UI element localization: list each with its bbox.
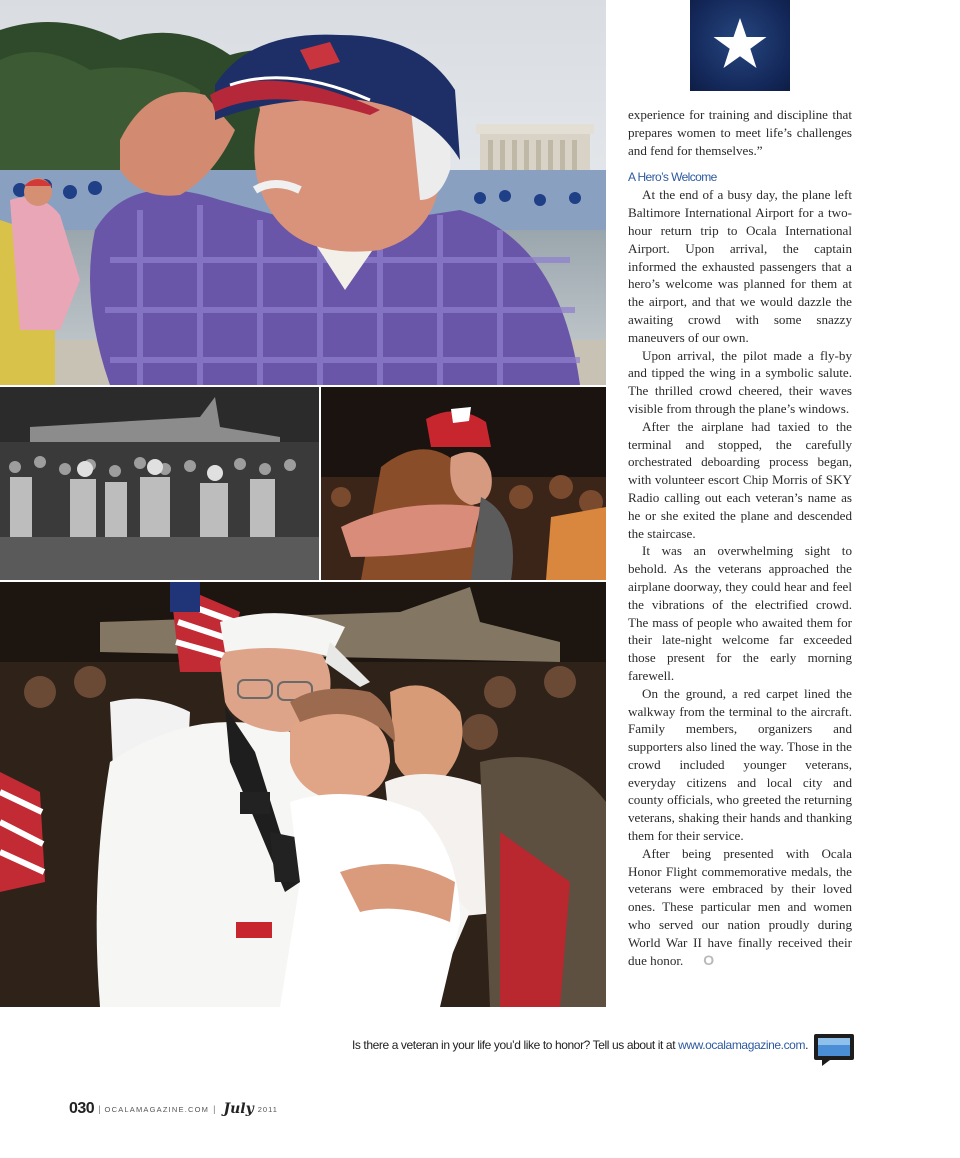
star-badge (690, 0, 790, 91)
folio-month: July (223, 1101, 254, 1117)
reader-prompt (320, 1038, 808, 1052)
article-paragraph: Upon arrival, the pilot made a fly-by and tipped the wing in a symbolic salute. The thrilled crowd cheered, their waves visible from through the plane’s windows. (628, 347, 852, 416)
folio-separator: | (98, 1104, 101, 1114)
article-paragraph: On the ground, a red carpet lined the walkway from the terminal to the aircraft. Family members, organizers and supporters also lined the way. Those in the crowd included younger veterans, everyday citizens and local city and county officials, who greeted the returning veterans, shaking their hands and thanking them for their service. (628, 685, 852, 844)
article-paragraph-final-text: After being presented with Ocala Honor Flight commemorative medals, the veterans were embraced by their loved ones. These particular men and women who served our nation proudly during World War II have finally received their due honor. (628, 845, 852, 968)
article-paragraph: It was an overwhelming sight to behold. As the veterans approached the airplane doorway, they could hear and feel the vibrations of the electrified crowd. The mass of people who awaited them for their late-night welcome far exceeded those present for the early morning farewell. (628, 543, 852, 683)
page-number: 030 (69, 1100, 95, 1117)
chat-bubble-icon[interactable] (813, 1033, 855, 1067)
folio-separator: | (213, 1104, 216, 1114)
end-mark: O (703, 951, 715, 968)
sailor-veteran-embrace-photo (0, 582, 606, 1007)
website-link[interactable]: www.ocalamagazine.com (678, 1038, 806, 1052)
page-folio (69, 1099, 278, 1119)
folio-site: OCALAMAGAZINE.COM (104, 1104, 210, 1114)
article-lead-paragraph: experience for training and discipline that prepares women to meet life’s challenges and fend for themselves.” (628, 107, 852, 158)
crowd-welcome-photo (0, 387, 319, 580)
article-paragraph: At the end of a busy day, the plane left Baltimore International Airport for a two-hour return trip to Ocala International Airport. Upon arrival, the captain informed the exhausted passengers that a hero’s welcome was planned for them at the airport, and that we would dazzle the awaiting crowd with some snazzy maneuvers of our own. (628, 187, 852, 345)
veteran-hug-photo (321, 387, 606, 580)
article-paragraph-final (628, 845, 852, 970)
article-column (628, 106, 852, 969)
reader-prompt-trail: . (805, 1038, 808, 1052)
veteran-saluting-photo (0, 0, 606, 385)
star-icon (690, 0, 790, 91)
article-paragraph: After the airplane had taxied to the terminal and stopped, the carefully orchestrated deboarding process began, with volunteer escort Chip Morris of SKY Radio calling out each veteran’s name as he or she exited the plane and descended the staircase. (628, 418, 852, 541)
section-heading: A Hero’s Welcome (628, 170, 717, 185)
reader-prompt-text: Is there a veteran in your life you’d like to honor? Tell us about it at (351, 1038, 679, 1052)
folio-year: 2011 (257, 1104, 278, 1114)
